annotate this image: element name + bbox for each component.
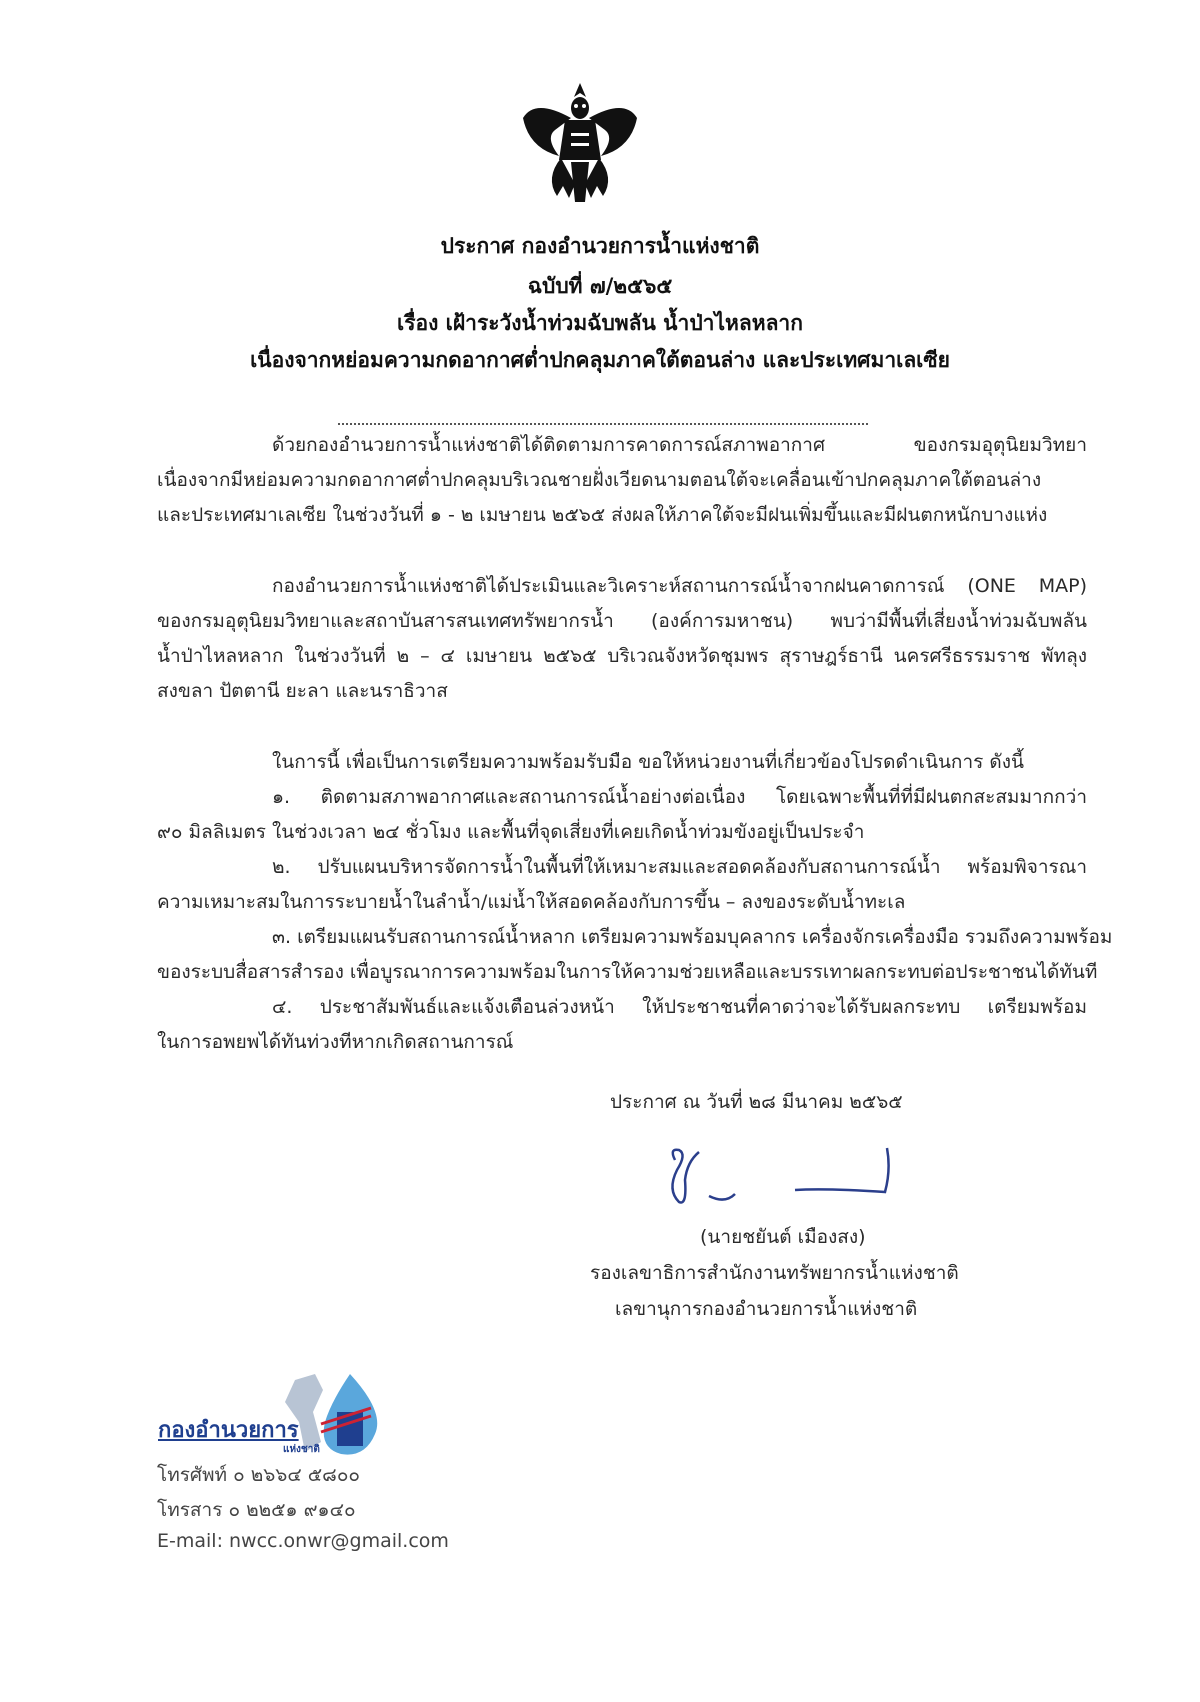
logo-subtext: แห่งชาติ <box>283 1444 320 1455</box>
item-4-line: ในการอพยพได้ทันท่วงทีหากเกิดสถานการณ์ <box>157 1031 514 1053</box>
paragraph-2-line: น้ำป่าไหลหลาก ในช่วงวันที่ ๒ – ๔ เมษายน ๒๕๖๕ บริเวณจังหวัดชุมพร สุราษฎร์ธานี นครศรีธรรมราช พัทลุง <box>157 645 1087 667</box>
paragraph-2-line: สงขลา ปัตตานี ยะลา และนราธิวาส <box>157 680 448 702</box>
subtitle: เนื่องจากหย่อมความกดอากาศต่ำปกคลุมภาคใต้ตอนล่าง และประเทศมาเลเซีย <box>250 348 950 372</box>
signatory-position: รองเลขาธิการสำนักงานทรัพยากรน้ำแห่งชาติ <box>590 1262 959 1284</box>
paragraph-1-line: และประเทศมาเลเซีย ในช่วงวันที่ ๑ - ๒ เมษายน ๒๕๖๕ ส่งผลให้ภาคใต้จะมีฝนเพิ่มขึ้นและมีฝนตกหนักบางแห่ง <box>157 504 1048 526</box>
handwritten-signature <box>665 1140 905 1210</box>
announcement-date: ประกาศ ณ วันที่ ๒๘ มีนาคม ๒๕๖๕ <box>610 1091 903 1113</box>
document-title: ประกาศ กองอำนวยการน้ำแห่งชาติ <box>440 234 760 258</box>
item-1-line: ๙๐ มิลลิเมตร ในช่วงเวลา ๒๔ ชั่วโมง และพื้นที่จุดเสี่ยงที่เคยเกิดน้ำท่วมขังอยู่เป็นประจำ <box>157 821 865 843</box>
subject: เรื่อง เฝ้าระวังน้ำท่วมฉับพลัน น้ำป่าไหลหลาก <box>397 311 803 335</box>
logo-text: กองอำนวยการ <box>158 1418 299 1443</box>
item-3-line: ของระบบสื่อสารสำรอง เพื่อบูรณาการความพร้อมในการให้ความช่วยเหลือและบรรเทาผลกระทบต่อประชาชนได้ทันที <box>157 961 1098 983</box>
issue-number: ฉบับที่ ๗/๒๕๖๕ <box>527 274 673 298</box>
signatory-name: (นายชยันต์ เมืองสง) <box>700 1226 866 1248</box>
paragraph-1-line: ด้วยกองอำนวยการน้ำแห่งชาติได้ติดตามการคาดการณ์สภาพอากาศ ของกรมอุตุนิยมวิทยา <box>272 434 1087 456</box>
phone-number: โทรศัพท์ ๐ ๒๖๖๔ ๕๘๐๐ <box>157 1464 361 1486</box>
garuda-emblem-icon <box>515 78 645 210</box>
divider <box>338 423 868 425</box>
item-1-line: ๑. ติดตามสภาพอากาศและสถานการณ์น้ำอย่างต่อเนื่อง โดยเฉพาะพื้นที่ที่มีฝนตกสะสมมากกว่า <box>272 786 1087 808</box>
signatory-position: เลขานุการกองอำนวยการน้ำแห่งชาติ <box>615 1298 918 1320</box>
item-2-line: ๒. ปรับแผนบริหารจัดการน้ำในพื้นที่ให้เหมาะสมและสอดคล้องกับสถานการณ์น้ำ พร้อมพิจารณา <box>272 856 1087 878</box>
paragraph-2-line: ของกรมอุตุนิยมวิทยาและสถาบันสารสนเทศทรัพยากรน้ำ (องค์การมหาชน) พบว่ามีพื้นที่เสี่ยงน้ำท่วมฉับพลัน <box>157 610 1087 632</box>
fax-number: โทรสาร ๐ ๒๒๕๑ ๙๑๔๐ <box>157 1499 356 1521</box>
paragraph-2-line: กองอำนวยการน้ำแห่งชาติได้ประเมินและวิเคราะห์สถานการณ์น้ำจากฝนคาดการณ์ (ONE MAP) <box>272 575 1087 597</box>
paragraph-1-line: เนื่องจากมีหย่อมความกดอากาศต่ำปกคลุมบริเวณชายฝั่งเวียดนามตอนใต้จะเคลื่อนเข้าปกคลุมภาคใต้ตอนล่าง <box>157 469 1042 491</box>
nwcc-logo <box>155 1372 395 1458</box>
item-3-line: ๓. เตรียมแผนรับสถานการณ์น้ำหลาก เตรียมความพร้อมบุคลากร เครื่องจักรเครื่องมือ รวมถึงความพร้อม <box>272 926 1113 948</box>
item-4-line: ๔. ประชาสัมพันธ์และแจ้งเตือนล่วงหน้า ให้ประชาชนที่คาดว่าจะได้รับผลกระทบ เตรียมพร้อม <box>272 996 1087 1018</box>
item-2-line: ความเหมาะสมในการระบายน้ำในลำน้ำ/แม่น้ำให้สอดคล้องกับการขึ้น – ลงของระดับน้ำทะเล <box>157 891 906 913</box>
email-address[interactable]: E-mail: nwcc.onwr@gmail.com <box>157 1530 449 1552</box>
paragraph-3: ในการนี้ เพื่อเป็นการเตรียมความพร้อมรับมือ ขอให้หน่วยงานที่เกี่ยวข้องโปรดดำเนินการ ดังนี้ <box>272 751 1024 773</box>
